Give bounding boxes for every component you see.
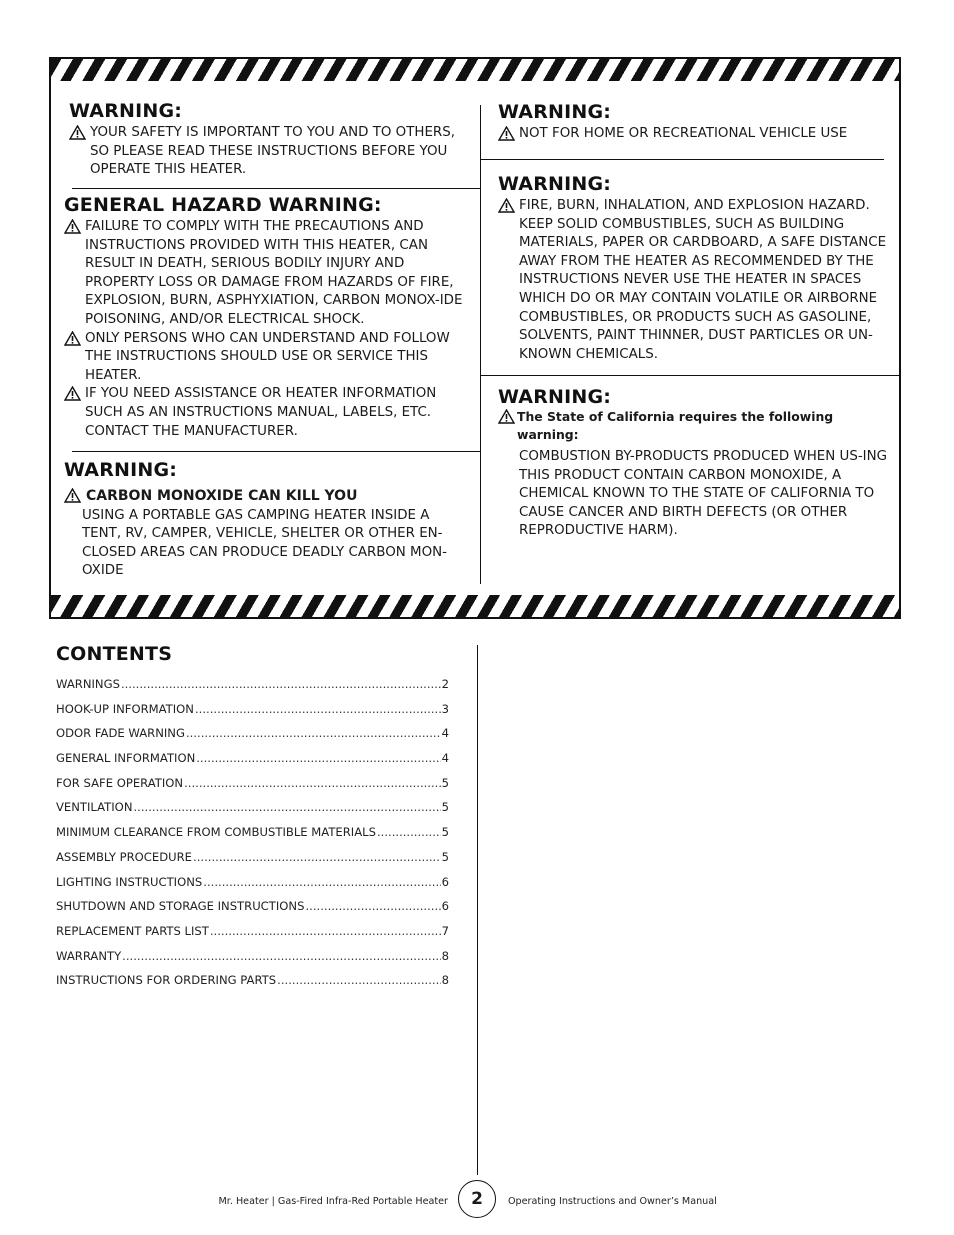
toc-row[interactable] <box>56 677 449 702</box>
toc-page: 7 <box>441 923 449 938</box>
toc-label: MINIMUM CLEARANCE FROM COMBUSTIBLE MATERIALS <box>56 825 376 840</box>
toc-leader <box>121 677 441 691</box>
toc-leader <box>193 850 441 864</box>
toc-page: 5 <box>441 775 449 790</box>
toc-leader <box>122 949 440 963</box>
toc-leader <box>210 924 441 938</box>
toc-row[interactable] <box>56 924 449 949</box>
hazard-text: IF YOU NEED ASSISTANCE OR HEATER INFORMATION SUCH AS AN INSTRUCTIONS MANUAL, LABELS, ETC. CONTACT THE MANUFACTURER. <box>85 386 437 439</box>
warning-heading: WARNING: <box>69 100 183 122</box>
toc-leader <box>184 776 441 790</box>
toc-row[interactable] <box>56 973 449 998</box>
toc-label: ODOR FADE WARNING <box>56 726 185 741</box>
toc-leader <box>277 973 440 987</box>
divider-line <box>72 451 480 452</box>
warning-heading: WARNING: <box>64 459 178 481</box>
hazard-text: ONLY PERSONS WHO CAN UNDERSTAND AND FOLLOW THE INSTRUCTIONS SHOULD USE OR SERVICE THIS HEATER. <box>85 330 450 383</box>
divider-line <box>72 188 480 189</box>
warning-triangle-icon <box>498 198 515 213</box>
general-hazard-heading: GENERAL HAZARD WARNING: <box>64 194 382 216</box>
contents-heading: CONTENTS <box>56 643 173 665</box>
toc-label: WARNINGS <box>56 677 120 691</box>
warning-heading: WARNING: <box>498 101 612 123</box>
warning-triangle-icon <box>64 331 81 346</box>
toc-label: SHUTDOWN AND STORAGE INSTRUCTIONS <box>56 899 305 914</box>
toc-page: 2 <box>441 677 449 691</box>
safety-warning <box>69 100 469 180</box>
page-number: 2 <box>458 1180 496 1218</box>
toc-row[interactable] <box>56 776 449 801</box>
page-footer <box>0 1180 954 1224</box>
toc-row[interactable] <box>56 850 449 875</box>
toc-page: 4 <box>441 726 449 741</box>
toc-label: GENERAL INFORMATION <box>56 751 196 766</box>
toc-row[interactable] <box>56 726 449 751</box>
general-hazard-warning <box>64 194 469 441</box>
toc-page: 6 <box>441 874 449 889</box>
warning-text: FIRE, BURN, INHALATION, AND EXPLOSION HAZARD. KEEP SOLID COMBUSTIBLES, SUCH AS BUILDING MATERIALS, PAPER OR CARDBOARD, A SAFE DISTANCE AWAY FROM THE HEATER AS RECOMMENDED BY THE INSTRUCTIONS NEVER USE THE HEATER IN SPACES WHICH DO OR MAY CONTAIN VOLATILE OR AIRBORNE COMBUSTIBLES, OR PRODUCTS SUCH AS GASOLINE, SOLVENTS, PAINT THINNER, DUST PARTICLES OR UN-KNOWN CHEMICALS. <box>519 198 887 362</box>
warning-item <box>498 197 890 364</box>
warning-heading: WARNING: <box>498 173 612 195</box>
home-use-warning <box>498 101 888 144</box>
divider-line <box>480 375 899 376</box>
footer-product: Mr. Heater | Gas-Fired Infra-Red Portable Heater <box>218 1196 448 1207</box>
warning-text: YOUR SAFETY IS IMPORTANT TO YOU AND TO OTHERS, SO PLEASE READ THESE INSTRUCTIONS BEFORE YOU OPERATE THIS HEATER. <box>90 125 455 178</box>
california-note: The State of California requires the following warning: <box>517 409 834 442</box>
warning-item <box>498 125 888 144</box>
california-warning <box>498 386 890 541</box>
toc-label: WARRANTY <box>56 948 122 963</box>
carbon-monoxide-warning <box>64 459 469 581</box>
toc-row[interactable] <box>56 899 449 924</box>
fire-hazard-warning <box>498 173 890 364</box>
co-subheading-row <box>64 487 469 507</box>
warning-triangle-icon <box>64 219 81 234</box>
toc-page: 5 <box>441 800 449 815</box>
california-note-row <box>498 408 890 444</box>
toc-row[interactable] <box>56 825 449 850</box>
column-divider <box>480 105 481 584</box>
toc-leader <box>196 751 440 765</box>
hazard-stripe-bottom <box>51 595 899 617</box>
toc-row[interactable] <box>56 875 449 900</box>
toc-row[interactable] <box>56 949 449 974</box>
california-text: COMBUSTION BY-PRODUCTS PRODUCED WHEN US-ING THIS PRODUCT CONTAIN CARBON MONOXIDE, A CHEMICAL KNOWN TO THE STATE OF CALIFORNIA TO CAUSE CANCER AND BIRTH DEFECTS (OR OTHER REPRODUCTIVE HARM). <box>519 449 887 539</box>
toc-leader <box>186 726 441 740</box>
toc-page: 6 <box>441 899 449 914</box>
toc-page: 4 <box>441 751 449 766</box>
warning-triangle-icon <box>498 409 515 424</box>
toc-label: INSTRUCTIONS FOR ORDERING PARTS <box>56 973 277 988</box>
warning-item <box>69 124 469 180</box>
toc-page: 3 <box>441 701 449 716</box>
co-subheading: CARBON MONOXIDE CAN KILL YOU <box>86 488 358 504</box>
warning-triangle-icon <box>64 386 81 401</box>
hazard-item <box>64 385 469 441</box>
co-text: USING A PORTABLE GAS CAMPING HEATER INSIDE A TENT, RV, CAMPER, VEHICLE, SHELTER OR OTHER EN-CLOSED AREAS CAN PRODUCE DEADLY CARBON MON-OXIDE <box>82 507 448 579</box>
warning-heading: WARNING: <box>498 386 612 408</box>
column-divider-bottom <box>477 645 478 1175</box>
toc-leader <box>203 875 440 889</box>
toc-label: REPLACEMENT PARTS LIST <box>56 923 209 938</box>
warning-triangle-icon <box>64 488 81 503</box>
hazard-stripe-top <box>51 59 899 81</box>
toc-row[interactable] <box>56 751 449 776</box>
toc-leader <box>305 899 440 913</box>
divider-line <box>480 159 884 160</box>
toc-page: 8 <box>441 973 449 988</box>
toc-page: 5 <box>441 825 449 840</box>
table-of-contents <box>56 643 449 998</box>
toc-label: ASSEMBLY PROCEDURE <box>56 849 193 864</box>
hazard-item <box>64 330 469 386</box>
toc-label: LIGHTING INSTRUCTIONS <box>56 874 203 889</box>
footer-manual-title: Operating Instructions and Owner’s Manual <box>508 1196 717 1207</box>
toc-page: 5 <box>441 849 449 864</box>
toc-leader <box>195 702 441 716</box>
toc-label: VENTILATION <box>56 800 133 815</box>
toc-row[interactable] <box>56 800 449 825</box>
toc-row[interactable] <box>56 702 449 727</box>
warning-box <box>49 57 901 619</box>
hazard-item <box>64 218 469 330</box>
toc-page: 8 <box>441 948 449 963</box>
toc-label: HOOK-UP INFORMATION <box>56 701 194 716</box>
toc-leader <box>377 825 441 839</box>
toc-leader <box>134 800 441 814</box>
warning-triangle-icon <box>69 125 86 140</box>
hazard-text: FAILURE TO COMPLY WITH THE PRECAUTIONS AND INSTRUCTIONS PROVIDED WITH THIS HEATER, CAN RESULT IN DEATH, SERIOUS BODILY INJURY AND PROPERTY LOSS OR DAMAGE FROM HAZARDS OF FIRE, EXPLOSION, BURN, ASPHYXIATION, CARBON MONOX-IDE POISONING, AND/OR ELECTRICAL SHOCK. <box>85 219 463 327</box>
warning-triangle-icon <box>498 126 515 141</box>
toc-label: FOR SAFE OPERATION <box>56 775 184 790</box>
warning-text: NOT FOR HOME OR RECREATIONAL VEHICLE USE <box>519 126 848 141</box>
